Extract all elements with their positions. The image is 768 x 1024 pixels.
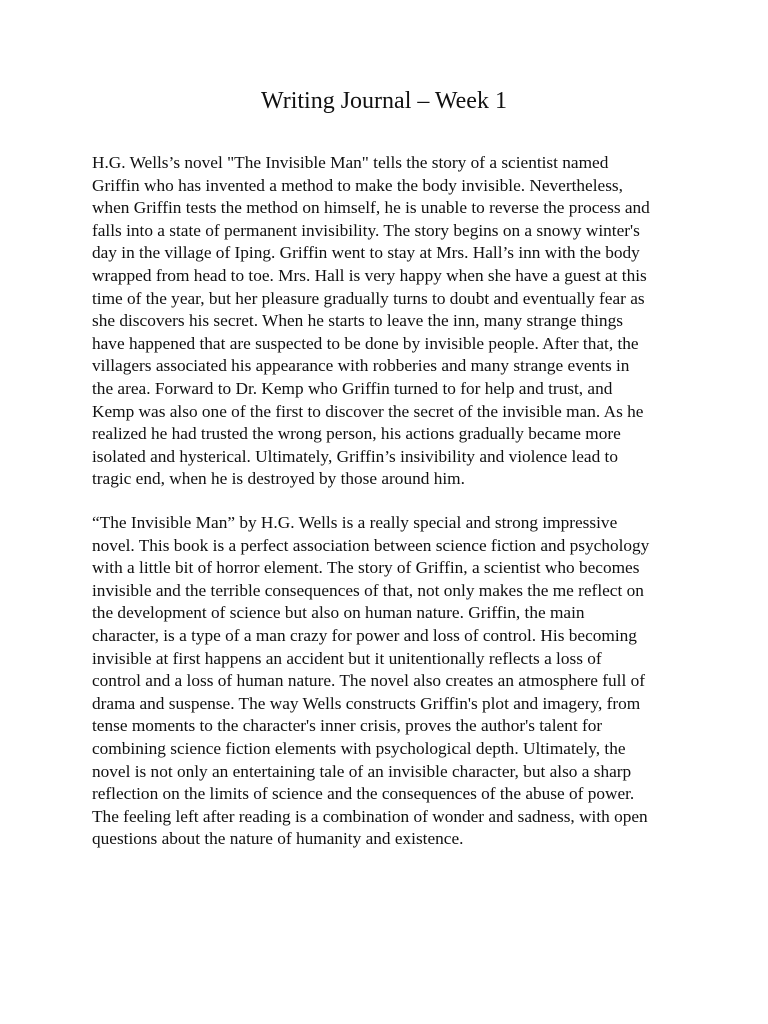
paragraph-line: with a little bit of horror element. The story of Griffin, a scientist who becomes — [92, 558, 640, 578]
paragraph-line: The feeling left after reading is a combination of wonder and sadness, with open — [92, 806, 648, 826]
paragraph-line: H.G. Wells’s novel "The Invisible Man" tells the story of a scientist named — [92, 153, 609, 172]
paragraph-line: falls into a state of permanent invisibility. The story begins on a snowy winter's — [92, 220, 640, 240]
paragraph-review — [92, 512, 692, 851]
paragraph-summary — [92, 152, 692, 491]
paragraph-line: invisible at first happens an accident but it unitentionally reflects a loss of — [92, 648, 602, 668]
paragraph-line: realized he had trusted the wrong person, his actions gradually became more — [92, 424, 621, 444]
paragraph-line: Kemp was also one of the first to discover the secret of the invisible man. As he — [92, 401, 644, 421]
paragraph-line: the development of science but also on human nature. Griffin, the main — [92, 603, 585, 623]
paragraph-line: tense moments to the character's inner crisis, proves the author's talent for — [92, 716, 603, 736]
paragraph-line: isolated and hysterical. Ultimately, Griffin’s insivibility and violence lead to — [92, 446, 618, 466]
paragraph-line: Griffin who has invented a method to make the body invisible. Nevertheless, — [92, 175, 623, 195]
paragraph-line: she discovers his secret. When he starts to leave the inn, many strange things — [92, 311, 623, 331]
paragraph-line: tragic end, when he is destroyed by those around him. — [92, 469, 465, 489]
paragraph-line: have happened that are suspected to be done by invisible people. After that, the — [92, 333, 639, 353]
paragraph-line: reflection on the limits of science and the consequences of the abuse of power. — [92, 784, 635, 804]
paragraph-line: when Griffin tests the method on himself, he is unable to reverse the process and — [92, 198, 650, 218]
paragraph-line: drama and suspense. The way Wells constructs Griffin's plot and imagery, from — [92, 693, 641, 713]
paragraph-line: control and a loss of human nature. The novel also creates an atmosphere full of — [92, 671, 645, 691]
document-title: Writing Journal – Week 1 — [261, 88, 507, 114]
paragraph-line: invisible and the terrible consequences of that, not only makes the me reflect on — [92, 580, 644, 600]
paragraph-line: combining science fiction elements with psychological depth. Ultimately, the — [92, 738, 626, 758]
paragraph-line: villagers associated his appearance with robberies and many strange events in — [92, 356, 630, 376]
paragraph-line: character, is a type of a man crazy for power and loss of control. His becoming — [92, 625, 637, 645]
paragraph-line: “The Invisible Man” by H.G. Wells is a really special and strong impressive — [92, 513, 618, 532]
paragraph-line: day in the village of Iping. Griffin went to stay at Mrs. Hall’s inn with the body — [92, 243, 640, 263]
paragraph-line: novel is not only an entertaining tale of an invisible character, but also a sharp — [92, 761, 632, 781]
paragraph-line: time of the year, but her pleasure gradually turns to doubt and eventually fear as — [92, 288, 645, 308]
paragraph-line: wrapped from head to toe. Mrs. Hall is very happy when she have a guest at this — [92, 265, 647, 285]
paragraph-line: the area. Forward to Dr. Kemp who Griffin turned to for help and trust, and — [92, 378, 613, 398]
paragraph-line: questions about the nature of humanity and existence. — [92, 829, 464, 849]
paragraph-line: novel. This book is a perfect association between science fiction and psychology — [92, 535, 650, 555]
